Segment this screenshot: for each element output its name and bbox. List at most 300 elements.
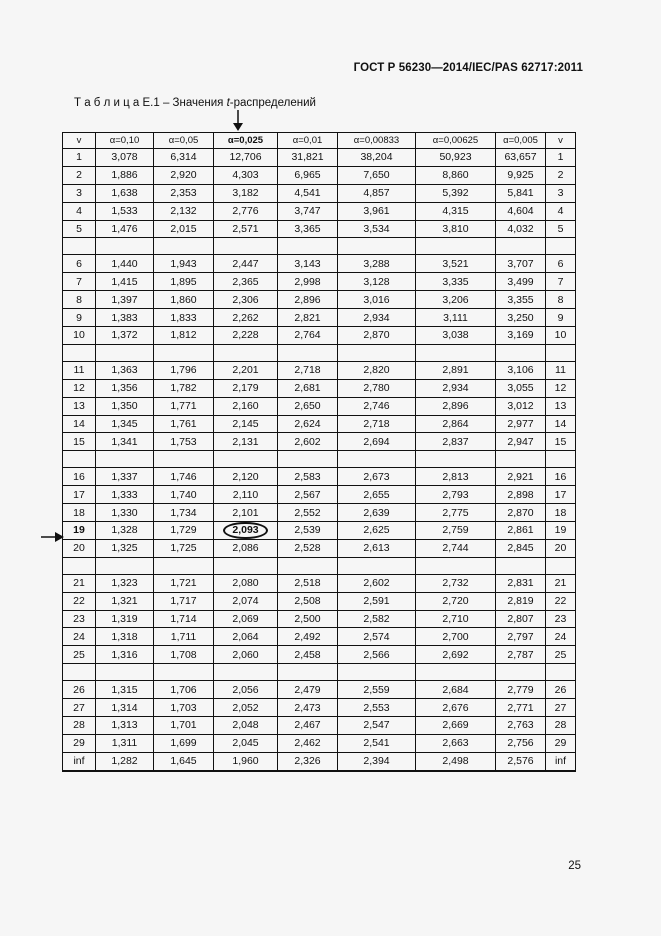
- table-cell: 63,657: [496, 149, 546, 167]
- table-cell: 3,521: [416, 255, 496, 273]
- table-cell: 2,920: [154, 166, 214, 184]
- empty-cell: [546, 664, 576, 681]
- degrees-of-freedom-cell: 11: [63, 361, 96, 379]
- table-cell: 1,282: [96, 752, 154, 770]
- degrees-of-freedom-cell: 10: [63, 327, 96, 345]
- page-number: 25: [568, 860, 581, 872]
- table-cell: 2,821: [278, 309, 338, 327]
- empty-cell: [416, 451, 496, 468]
- table-cell: 38,204: [338, 149, 416, 167]
- table-row: [63, 628, 576, 646]
- empty-cell: [496, 664, 546, 681]
- table-cell: 1,318: [96, 628, 154, 646]
- table-cell: 1,833: [154, 309, 214, 327]
- table-cell: 2,498: [416, 752, 496, 770]
- degrees-of-freedom-cell: 9: [63, 309, 96, 327]
- table-row: [63, 486, 576, 504]
- empty-cell: [496, 238, 546, 255]
- table-cell: 1,372: [96, 327, 154, 345]
- table-cell: 3,961: [338, 202, 416, 220]
- table-cell: 1,746: [154, 468, 214, 486]
- table-cell: 2,479: [278, 681, 338, 699]
- empty-cell: [63, 238, 96, 255]
- table-cell: 2,145: [214, 415, 278, 433]
- degrees-of-freedom-cell: 22: [546, 592, 576, 610]
- table-cell: 1,321: [96, 592, 154, 610]
- table-cell: 3,810: [416, 220, 496, 238]
- degrees-of-freedom-cell: 28: [63, 717, 96, 735]
- table-cell: 4,857: [338, 184, 416, 202]
- table-cell: 1,771: [154, 397, 214, 415]
- empty-cell: [338, 557, 416, 574]
- degrees-of-freedom-cell: 15: [546, 433, 576, 451]
- table-row: [63, 539, 576, 557]
- empty-cell: [338, 344, 416, 361]
- empty-cell: [338, 664, 416, 681]
- table-row: [63, 397, 576, 415]
- table-cell: 1,717: [154, 592, 214, 610]
- table-cell: 2,779: [496, 681, 546, 699]
- caption-italic-t: t: [226, 97, 230, 109]
- empty-cell: [546, 557, 576, 574]
- table-row: [63, 361, 576, 379]
- table-cell: 2,775: [416, 504, 496, 522]
- table-cell: 2,069: [214, 610, 278, 628]
- empty-cell: [496, 451, 546, 468]
- table-row: [63, 681, 576, 699]
- circled-value: 2,093: [223, 522, 267, 539]
- table-cell: 1,753: [154, 433, 214, 451]
- degrees-of-freedom-cell: 19: [546, 522, 576, 540]
- degrees-of-freedom-cell: 10: [546, 327, 576, 345]
- empty-cell: [546, 344, 576, 361]
- degrees-of-freedom-cell: 29: [546, 734, 576, 752]
- table-cell: 2,896: [416, 397, 496, 415]
- empty-cell: [63, 664, 96, 681]
- table-cell: 4,541: [278, 184, 338, 202]
- table-cell: 1,761: [154, 415, 214, 433]
- table-cell: 1,740: [154, 486, 214, 504]
- table-cell: 2,831: [496, 574, 546, 592]
- table-cell: 2,539: [278, 522, 338, 540]
- table-cell: 2,179: [214, 379, 278, 397]
- degrees-of-freedom-cell: 24: [546, 628, 576, 646]
- table-cell: 1,886: [96, 166, 154, 184]
- table-cell: 1,782: [154, 379, 214, 397]
- degrees-of-freedom-cell: 23: [63, 610, 96, 628]
- empty-cell: [278, 344, 338, 361]
- degrees-of-freedom-cell: 7: [546, 273, 576, 291]
- degrees-of-freedom-cell: 25: [546, 646, 576, 664]
- table-cell: 2,045: [214, 734, 278, 752]
- degrees-of-freedom-cell: inf: [546, 752, 576, 770]
- table-cell: 2,663: [416, 734, 496, 752]
- table-cell: 2,080: [214, 574, 278, 592]
- column-header: α=0,005: [496, 133, 546, 149]
- table-row: [63, 646, 576, 664]
- table-cell: 2,602: [278, 433, 338, 451]
- degrees-of-freedom-cell: 25: [63, 646, 96, 664]
- table-cell: 3,128: [338, 273, 416, 291]
- table-cell: 2,056: [214, 681, 278, 699]
- table-cell: 2,541: [338, 734, 416, 752]
- table-cell: 1,330: [96, 504, 154, 522]
- table-row: [63, 504, 576, 522]
- table-row: [63, 592, 576, 610]
- table-row: [63, 752, 576, 770]
- column-header: v: [63, 133, 96, 149]
- table-cell: 7,650: [338, 166, 416, 184]
- degrees-of-freedom-cell: 20: [63, 539, 96, 557]
- degrees-of-freedom-cell: 22: [63, 592, 96, 610]
- table-cell: 1,328: [96, 522, 154, 540]
- empty-cell: [154, 451, 214, 468]
- table-cell: 1,356: [96, 379, 154, 397]
- degrees-of-freedom-cell: 1: [546, 149, 576, 167]
- table-cell: 2,692: [416, 646, 496, 664]
- table-cell: 3,012: [496, 397, 546, 415]
- empty-cell: [546, 451, 576, 468]
- table-row: [63, 574, 576, 592]
- column-header: α=0,01: [278, 133, 338, 149]
- table-row: [63, 273, 576, 291]
- table-cell: 2,613: [338, 539, 416, 557]
- empty-cell: [278, 451, 338, 468]
- degrees-of-freedom-cell: 26: [63, 681, 96, 699]
- table-cell: 2,015: [154, 220, 214, 238]
- empty-cell: [154, 557, 214, 574]
- table-cell: 2,771: [496, 699, 546, 717]
- table-cell: 2,720: [416, 592, 496, 610]
- table-cell: 2,571: [214, 220, 278, 238]
- empty-cell: [214, 238, 278, 255]
- table-cell: 2,673: [338, 468, 416, 486]
- table-cell: 1,345: [96, 415, 154, 433]
- empty-cell: [154, 238, 214, 255]
- table-cell: 2,576: [496, 752, 546, 770]
- table-cell: 2,625: [338, 522, 416, 540]
- empty-cell: [154, 664, 214, 681]
- table-cell: 2,048: [214, 717, 278, 735]
- table-cell: 4,604: [496, 202, 546, 220]
- table-cell: 2,492: [278, 628, 338, 646]
- group-spacer-row: [63, 238, 576, 255]
- degrees-of-freedom-cell: 13: [63, 397, 96, 415]
- table-cell: 2,746: [338, 397, 416, 415]
- table-cell: 1,708: [154, 646, 214, 664]
- degrees-of-freedom-cell: 6: [546, 255, 576, 273]
- column-header: α=0,00625: [416, 133, 496, 149]
- table-cell: 3,169: [496, 327, 546, 345]
- table-cell: 1,701: [154, 717, 214, 735]
- table-cell: 2,861: [496, 522, 546, 540]
- table-cell: 1,699: [154, 734, 214, 752]
- table-cell: 2,086: [214, 539, 278, 557]
- table-cell: 2,759: [416, 522, 496, 540]
- table-cell: 2,669: [416, 717, 496, 735]
- table-cell: 12,706: [214, 149, 278, 167]
- table-cell: 2,052: [214, 699, 278, 717]
- table-cell: 3,250: [496, 309, 546, 327]
- table-cell: 3,143: [278, 255, 338, 273]
- table-cell: 2,934: [338, 309, 416, 327]
- table-cell: 3,016: [338, 291, 416, 309]
- table-body: [63, 149, 576, 771]
- table-cell: 1,337: [96, 468, 154, 486]
- table-cell: 2,447: [214, 255, 278, 273]
- table-cell: 2,458: [278, 646, 338, 664]
- table-cell: 2,764: [278, 327, 338, 345]
- table-cell: 2,977: [496, 415, 546, 433]
- degrees-of-freedom-cell: 5: [63, 220, 96, 238]
- table-cell: 1,363: [96, 361, 154, 379]
- table-cell: 2,787: [496, 646, 546, 664]
- table-row: [63, 522, 576, 540]
- empty-cell: [496, 344, 546, 361]
- table-cell: 1,311: [96, 734, 154, 752]
- table-cell: 2,793: [416, 486, 496, 504]
- table-cell: 2,306: [214, 291, 278, 309]
- table-caption: [74, 97, 316, 109]
- table-cell: 1,812: [154, 327, 214, 345]
- table-cell: 3,288: [338, 255, 416, 273]
- group-spacer-row: [63, 344, 576, 361]
- table-cell: 2,694: [338, 433, 416, 451]
- table-cell: 2,896: [278, 291, 338, 309]
- table-cell: 1,350: [96, 397, 154, 415]
- degrees-of-freedom-cell: 19: [63, 522, 96, 540]
- table-cell: 3,206: [416, 291, 496, 309]
- group-spacer-row: [63, 664, 576, 681]
- table-cell: 2,467: [278, 717, 338, 735]
- table-cell: 1,645: [154, 752, 214, 770]
- table-cell: 2,553: [338, 699, 416, 717]
- table-cell: 2,639: [338, 504, 416, 522]
- table-cell: 8,860: [416, 166, 496, 184]
- table-cell: 2,508: [278, 592, 338, 610]
- empty-cell: [63, 557, 96, 574]
- degrees-of-freedom-cell: 8: [546, 291, 576, 309]
- empty-cell: [416, 664, 496, 681]
- document-header-code: ГОСТ Р 56230—2014/IEC/PAS 62717:2011: [353, 62, 583, 74]
- table-row: [63, 468, 576, 486]
- table-cell: 2,110: [214, 486, 278, 504]
- table-cell: 3,747: [278, 202, 338, 220]
- degrees-of-freedom-cell: 13: [546, 397, 576, 415]
- table-cell: 1,638: [96, 184, 154, 202]
- table-cell: 2,732: [416, 574, 496, 592]
- table-cell: 50,923: [416, 149, 496, 167]
- t-distribution-table: [62, 132, 576, 772]
- empty-cell: [416, 238, 496, 255]
- empty-cell: [338, 238, 416, 255]
- table-cell: 2,870: [338, 327, 416, 345]
- degrees-of-freedom-cell: 20: [546, 539, 576, 557]
- table-cell: 2,326: [278, 752, 338, 770]
- table-row: [63, 184, 576, 202]
- table-cell: 1,315: [96, 681, 154, 699]
- degrees-of-freedom-cell: 26: [546, 681, 576, 699]
- empty-cell: [546, 238, 576, 255]
- table-cell: 2,763: [496, 717, 546, 735]
- table-cell: 3,106: [496, 361, 546, 379]
- table-cell: 1,703: [154, 699, 214, 717]
- table-cell: 2,353: [154, 184, 214, 202]
- table-cell: 6,314: [154, 149, 214, 167]
- table-cell: 2,718: [278, 361, 338, 379]
- table-cell: 2,131: [214, 433, 278, 451]
- table-cell: 1,333: [96, 486, 154, 504]
- table-cell: 1,383: [96, 309, 154, 327]
- degrees-of-freedom-cell: 7: [63, 273, 96, 291]
- header-row: [63, 133, 576, 149]
- degrees-of-freedom-cell: 12: [63, 379, 96, 397]
- table-cell: 2,813: [416, 468, 496, 486]
- table-cell: 3,335: [416, 273, 496, 291]
- table-cell: 1,341: [96, 433, 154, 451]
- table-cell: 2,756: [496, 734, 546, 752]
- degrees-of-freedom-cell: 17: [63, 486, 96, 504]
- table-cell: 6,965: [278, 166, 338, 184]
- empty-cell: [63, 451, 96, 468]
- degrees-of-freedom-cell: 5: [546, 220, 576, 238]
- table-cell: 2,582: [338, 610, 416, 628]
- degrees-of-freedom-cell: inf: [63, 752, 96, 770]
- table-row: [63, 734, 576, 752]
- table-cell: 1,323: [96, 574, 154, 592]
- empty-cell: [496, 557, 546, 574]
- table-cell: 2,998: [278, 273, 338, 291]
- table-cell: 2,864: [416, 415, 496, 433]
- table-cell: 2,797: [496, 628, 546, 646]
- degrees-of-freedom-cell: 3: [63, 184, 96, 202]
- table-cell: 2,898: [496, 486, 546, 504]
- table-cell: 2,718: [338, 415, 416, 433]
- table-row: [63, 202, 576, 220]
- degrees-of-freedom-cell: 27: [546, 699, 576, 717]
- table-cell: 2,947: [496, 433, 546, 451]
- degrees-of-freedom-cell: 2: [63, 166, 96, 184]
- empty-cell: [214, 664, 278, 681]
- table-cell: 3,078: [96, 149, 154, 167]
- empty-cell: [154, 344, 214, 361]
- table-cell: 1,711: [154, 628, 214, 646]
- table-row: [63, 433, 576, 451]
- degrees-of-freedom-cell: 15: [63, 433, 96, 451]
- table-cell: 1,533: [96, 202, 154, 220]
- empty-cell: [96, 664, 154, 681]
- table-row: [63, 291, 576, 309]
- table-cell: 1,314: [96, 699, 154, 717]
- table-cell: 1,325: [96, 539, 154, 557]
- degrees-of-freedom-cell: 2: [546, 166, 576, 184]
- table-cell: 2,934: [416, 379, 496, 397]
- caption-suffix: -распределений: [229, 97, 316, 109]
- table-cell: 1,860: [154, 291, 214, 309]
- table-cell: 2,567: [278, 486, 338, 504]
- degrees-of-freedom-cell: 9: [546, 309, 576, 327]
- table-cell: 2,547: [338, 717, 416, 735]
- degrees-of-freedom-cell: 14: [546, 415, 576, 433]
- table-cell: 2,820: [338, 361, 416, 379]
- table-row: [63, 255, 576, 273]
- table-cell: 3,707: [496, 255, 546, 273]
- table-cell: 2,473: [278, 699, 338, 717]
- table-cell: 2,528: [278, 539, 338, 557]
- table-cell: 1,706: [154, 681, 214, 699]
- degrees-of-freedom-cell: 1: [63, 149, 96, 167]
- table-cell: 2,518: [278, 574, 338, 592]
- table-cell: 2,394: [338, 752, 416, 770]
- table-cell: 2,064: [214, 628, 278, 646]
- table-cell: 1,721: [154, 574, 214, 592]
- empty-cell: [278, 238, 338, 255]
- table-cell: 1,960: [214, 752, 278, 770]
- highlighted-cell: [214, 522, 278, 540]
- group-spacer-row: [63, 557, 576, 574]
- table-cell: 1,734: [154, 504, 214, 522]
- degrees-of-freedom-cell: 29: [63, 734, 96, 752]
- table-cell: 2,583: [278, 468, 338, 486]
- table-cell: 2,891: [416, 361, 496, 379]
- table-cell: 3,038: [416, 327, 496, 345]
- degrees-of-freedom-cell: 3: [546, 184, 576, 202]
- table-cell: 2,552: [278, 504, 338, 522]
- table-cell: 2,160: [214, 397, 278, 415]
- degrees-of-freedom-cell: 6: [63, 255, 96, 273]
- table-cell: 2,870: [496, 504, 546, 522]
- table-cell: 2,132: [154, 202, 214, 220]
- table-cell: 2,684: [416, 681, 496, 699]
- empty-cell: [63, 344, 96, 361]
- table-cell: 2,655: [338, 486, 416, 504]
- table-cell: 2,462: [278, 734, 338, 752]
- column-header: α=0,00833: [338, 133, 416, 149]
- table-row: [63, 415, 576, 433]
- table-cell: 1,316: [96, 646, 154, 664]
- table-cell: 3,499: [496, 273, 546, 291]
- degrees-of-freedom-cell: 4: [546, 202, 576, 220]
- table-cell: 4,315: [416, 202, 496, 220]
- column-header: α=0,10: [96, 133, 154, 149]
- table-cell: 2,780: [338, 379, 416, 397]
- table-row: [63, 166, 576, 184]
- degrees-of-freedom-cell: 21: [546, 574, 576, 592]
- degrees-of-freedom-cell: 24: [63, 628, 96, 646]
- table-cell: 1,725: [154, 539, 214, 557]
- table-cell: 2,591: [338, 592, 416, 610]
- degrees-of-freedom-cell: 18: [63, 504, 96, 522]
- degrees-of-freedom-cell: 23: [546, 610, 576, 628]
- degrees-of-freedom-cell: 4: [63, 202, 96, 220]
- table-cell: 1,714: [154, 610, 214, 628]
- degrees-of-freedom-cell: 28: [546, 717, 576, 735]
- table-cell: 3,111: [416, 309, 496, 327]
- column-header: α=0,05: [154, 133, 214, 149]
- table-cell: 2,074: [214, 592, 278, 610]
- empty-cell: [214, 557, 278, 574]
- table-row: [63, 220, 576, 238]
- table-cell: 2,574: [338, 628, 416, 646]
- table-cell: 1,440: [96, 255, 154, 273]
- table-cell: 2,365: [214, 273, 278, 291]
- table-cell: 2,744: [416, 539, 496, 557]
- table-cell: 1,476: [96, 220, 154, 238]
- table-cell: 4,303: [214, 166, 278, 184]
- table-cell: 5,392: [416, 184, 496, 202]
- table-cell: 4,032: [496, 220, 546, 238]
- table-cell: 2,700: [416, 628, 496, 646]
